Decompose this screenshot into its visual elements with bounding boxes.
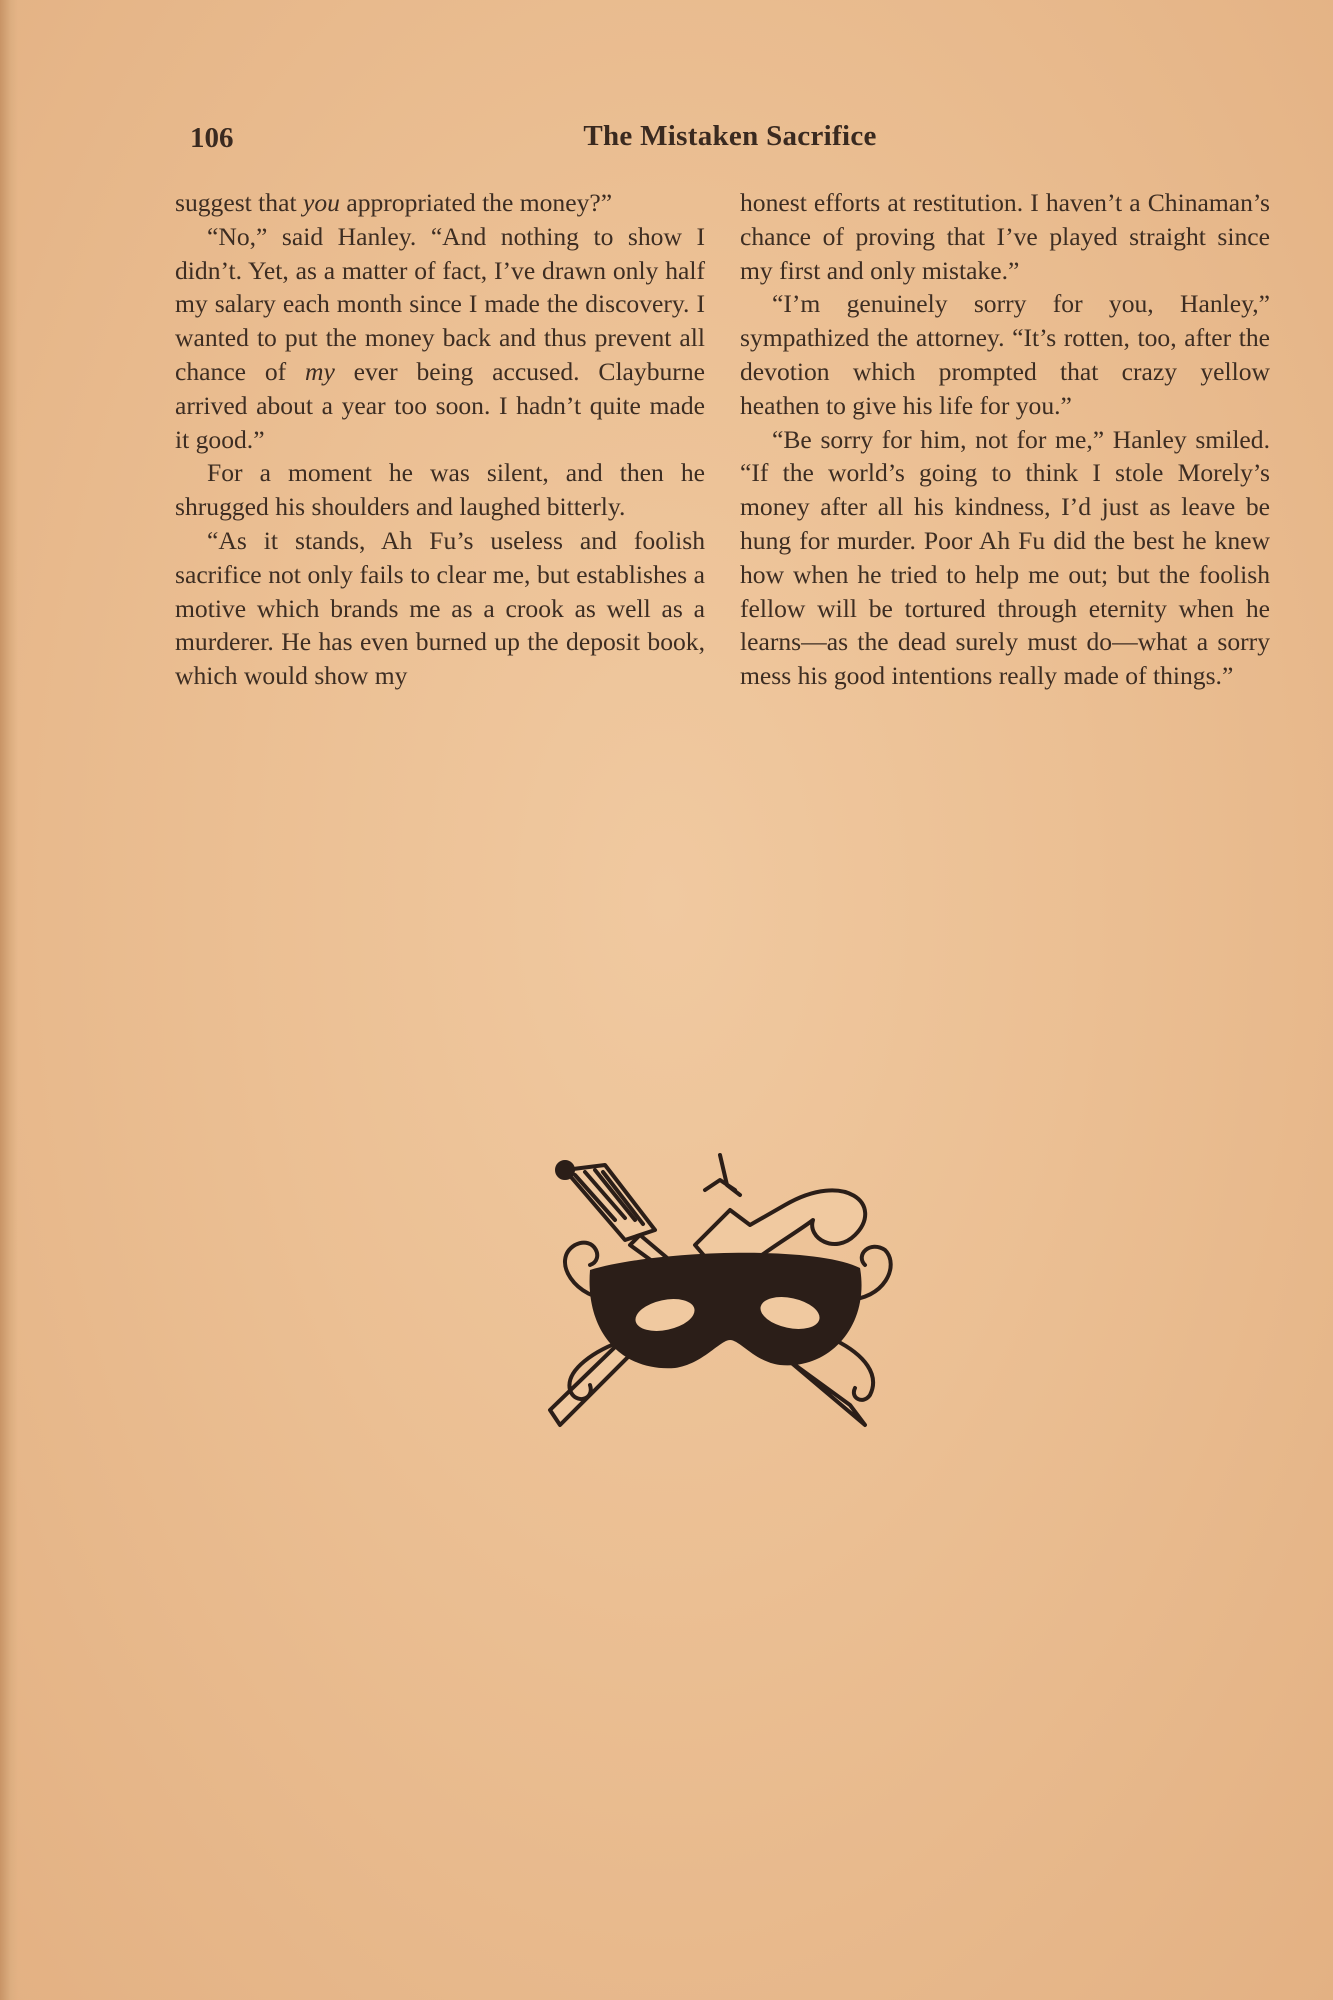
text-run: ever being accused. Clayburne arrived about a year too soon. I hadn’t quite made it good.”	[175, 356, 705, 454]
paragraph	[175, 220, 705, 457]
left-text-column	[175, 186, 705, 693]
page-gutter-shadow	[0, 0, 18, 2000]
paragraph: honest efforts at restitution. I haven’t a Chinaman’s chance of proving that I’ve played straight since my first and only mistake.”	[740, 188, 1270, 285]
paragraph: “Be sorry for him, not for me,” Hanley smiled. “If the world’s going to think I stole Morely’s money after all his kindness, I’d just as leave be hung for murder. Poor Ah Fu did the best he knew how when he tried to help me out; but the foolish fellow will be tortured through eternity when he learns—as the dead surely must do—what a sorry mess his good intentions really made of things.”	[740, 424, 1270, 691]
paragraph: “As it stands, Ah Fu’s useless and foolish sacrifice not only fails to clear me, but establishes a motive which brands me as a crook as well as a murderer. He has even burned up the deposit book, which would show my	[175, 525, 705, 691]
paragraph: “I’m genuinely sorry for you, Hanley,” sympathized the attorney. “It’s rotten, too, after the devotion which prompted that crazy yellow heathen to give his life for you.”	[740, 289, 1270, 420]
text-run: suggest that	[175, 188, 303, 217]
page-number: 106	[190, 122, 234, 154]
text-run: “No,” said Hanley. “And nothing to show I didn’t. Yet, as a matter of fact, I’ve drawn only half my salary each month since I made the discovery. I wanted to put the money back and thus prevent all chance of	[175, 221, 705, 386]
mask-dagger-pistol-vignette-icon	[545, 1150, 920, 1450]
text-run: appropriated the money?”	[339, 188, 613, 217]
running-title: The Mistaken Sacrifice	[583, 120, 877, 152]
italic-word: my	[304, 356, 335, 386]
paragraph: For a moment he was silent, and then he shrugged his shoulders and laughed bitterly.	[175, 458, 705, 522]
paragraph	[175, 186, 705, 220]
right-text-column	[740, 186, 1270, 693]
italic-word: you	[302, 188, 340, 217]
